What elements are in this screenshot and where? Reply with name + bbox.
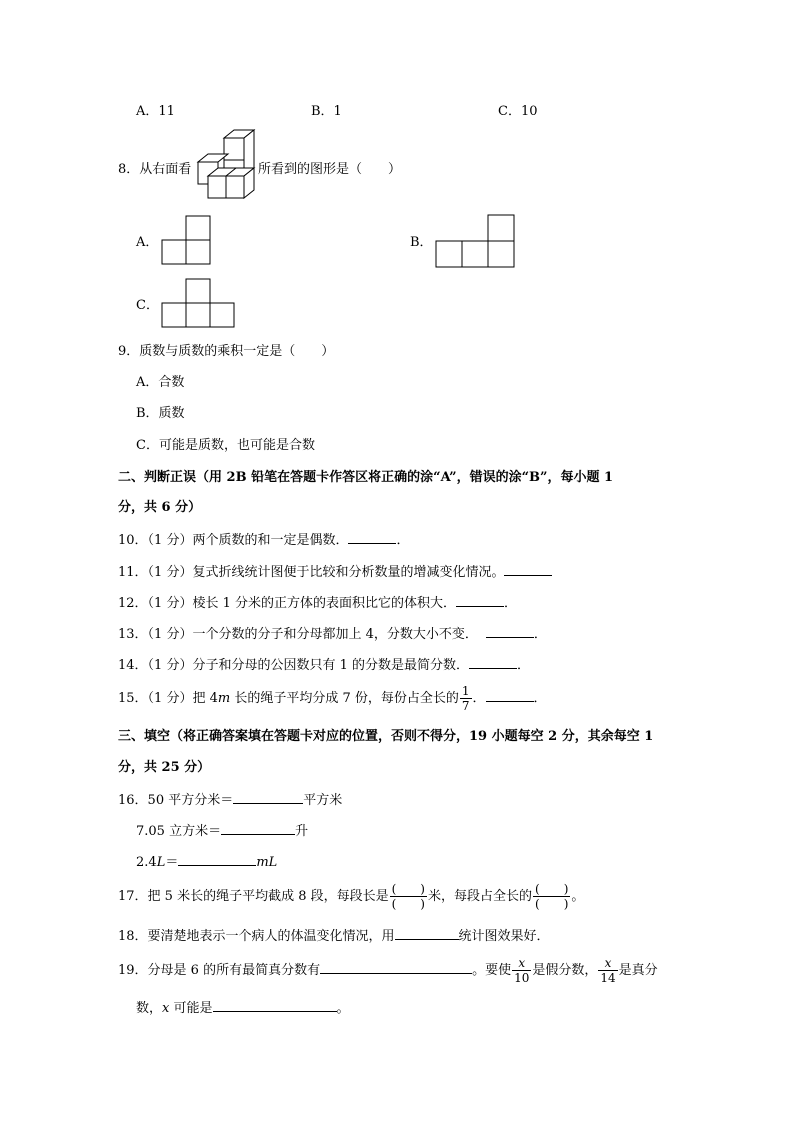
q16-line1-before: 16．50 平方分米＝ — [118, 793, 234, 808]
q16-line1 — [118, 790, 342, 810]
q19-line1 — [118, 955, 658, 987]
q9-stem: 9．质数与质数的乘积一定是（ ） — [118, 344, 335, 359]
q16-line3-num: 2.4 — [136, 855, 157, 870]
q16-line1-after: 平方米 — [303, 793, 343, 808]
q19-frac1-denominator: 10 — [514, 971, 530, 985]
q11-answer-blank[interactable] — [504, 562, 552, 576]
q17-fraction-portion[interactable] — [533, 882, 570, 911]
q19-mid3: 是真分 — [618, 963, 658, 978]
q17-mid: 米，每段占全长的 — [428, 889, 533, 904]
q15-fraction — [460, 684, 472, 713]
q19-before: 19．分母是 6 的所有最简真分数有 — [118, 963, 321, 978]
q19-mid1: 。要使 — [472, 963, 512, 978]
q14-answer-blank[interactable] — [469, 655, 517, 669]
q18-before: 18．要清楚地表示一个病人的体温变化情况，用 — [118, 929, 395, 944]
q9-option-a: A．合数 — [136, 375, 185, 390]
q9-option-b: B．质数 — [136, 406, 185, 421]
section2-heading-line2: 分，共 6 分） — [118, 500, 202, 515]
q8-option-c: C． — [136, 298, 159, 313]
q11-text: 11．（1 分）复式折线统计图便于比较和分析数量的增减变化情况。 — [118, 565, 505, 580]
q8-stem-after: 所看到的图形是（ ） — [258, 162, 402, 177]
q16-line2-before: 7.05 立方米＝ — [136, 824, 222, 839]
q11 — [118, 562, 552, 582]
q14 — [118, 655, 530, 675]
q19-frac2-numerator: x — [598, 956, 617, 971]
q14-end: ． — [516, 658, 530, 673]
q10 — [118, 530, 409, 550]
section3-heading-line1: 三、填空（将正确答案填在答题卡对应的位置，否则不得分，19 小题每空 2 分，其余每空 1 — [118, 729, 654, 744]
q19-fraction-2 — [598, 956, 617, 985]
q13-answer-blank[interactable] — [486, 624, 534, 638]
q19-fraction-1 — [512, 956, 531, 985]
q8-cube-figure — [196, 128, 258, 208]
section3-heading-line2: 分，共 25 分） — [118, 760, 211, 775]
q19-blank-1[interactable] — [320, 960, 472, 974]
q16-blank-1[interactable] — [233, 790, 303, 804]
q10-answer-blank[interactable] — [348, 530, 396, 544]
q18 — [118, 926, 550, 946]
q7-option-c: C．10 — [498, 104, 538, 119]
q8-option-b-figure — [435, 214, 517, 270]
q15-unit-m: m — [217, 691, 231, 706]
q17-frac1-denominator[interactable]: ( ) — [391, 897, 425, 911]
q16-blank-3[interactable] — [178, 852, 256, 866]
q13-text: 13．（1 分）一个分数的分子和分母都加上 4，分数大小不变． — [118, 627, 478, 642]
q16-line3-unit-mL: mL — [256, 855, 278, 870]
q10-end: ． — [396, 533, 410, 548]
q16-line3 — [136, 852, 277, 872]
q19-mid2: 是假分数， — [532, 963, 598, 978]
q19-variable-x: x — [162, 1001, 170, 1016]
q17-frac2-numerator[interactable]: ( ) — [535, 882, 569, 896]
q12 — [118, 593, 517, 613]
q7-option-a: A．11 — [136, 104, 175, 119]
q16-line2 — [136, 821, 308, 841]
q18-after: 统计图效果好． — [458, 929, 550, 944]
q16-line3-unit-L: L — [156, 855, 166, 870]
q10-text: 10．（1 分）两个质数的和一定是偶数． — [118, 533, 349, 548]
q15-answer-blank[interactable] — [486, 688, 534, 702]
q15-text-after: 长的绳子平均分成 7 份，每份占全长的 — [230, 691, 459, 706]
q8-option-c-figure — [161, 278, 239, 330]
q8-option-b: B． — [410, 235, 433, 250]
q15: 15．（1 分）把 4m 长的绳子平均分成 7 份，每份占全长的 $\frac{1}{7}$ ． ． — [118, 684, 547, 713]
q14-text: 14．（1 分）分子和分母的公因数只有 1 的分数是最简分数． — [118, 658, 469, 673]
q12-end: ． — [503, 596, 517, 611]
q17-before: 17．把 5 米长的绳子平均截成 8 段，每段长是 — [118, 889, 389, 904]
q19-frac1-numerator: x — [512, 956, 531, 971]
q15-end: ． — [533, 691, 547, 706]
q13-end: ． — [533, 627, 547, 642]
q18-answer-blank[interactable] — [395, 926, 459, 940]
q17 — [118, 881, 584, 913]
q15-text-before: 15．（1 分）把 4 — [118, 691, 218, 706]
q8-option-a: A． — [136, 235, 159, 250]
q17-frac1-numerator[interactable]: ( ) — [391, 882, 425, 896]
q19-line2-mid: 可能是 — [169, 1001, 213, 1016]
q12-answer-blank[interactable] — [456, 593, 504, 607]
q17-fraction-length[interactable] — [390, 882, 427, 911]
q15-frac-numerator: 1 — [461, 684, 470, 698]
q19-blank-2[interactable] — [213, 998, 337, 1012]
q13 — [118, 624, 547, 644]
q19-line2-before: 数， — [136, 1001, 163, 1016]
q17-frac2-denominator[interactable]: ( ) — [535, 897, 569, 911]
q8-stem-before: 8．从右面看 — [118, 162, 192, 177]
q19-end: 。 — [336, 1001, 350, 1016]
q7-option-b: B．1 — [311, 104, 342, 119]
q19-frac2-denominator: 14 — [600, 971, 616, 985]
q8-option-a-figure — [161, 215, 213, 267]
q16-line2-after: 升 — [295, 824, 309, 839]
section2-heading-line1: 二、判断正误（用 2B 铅笔在答题卡作答区将正确的涂“A”，错误的涂“B”，每小题 1 — [118, 470, 614, 485]
q17-end: 。 — [571, 889, 585, 904]
q16-blank-2[interactable] — [221, 821, 295, 835]
q16-line3-eq: ＝ — [165, 855, 179, 870]
q15-frac-denominator: 7 — [461, 699, 470, 713]
q19-line2 — [136, 998, 350, 1018]
q12-text: 12．（1 分）棱长 1 分米的正方体的表面积比它的体积大． — [118, 596, 456, 611]
q9-option-c: C．可能是质数，也可能是合数 — [136, 438, 315, 453]
